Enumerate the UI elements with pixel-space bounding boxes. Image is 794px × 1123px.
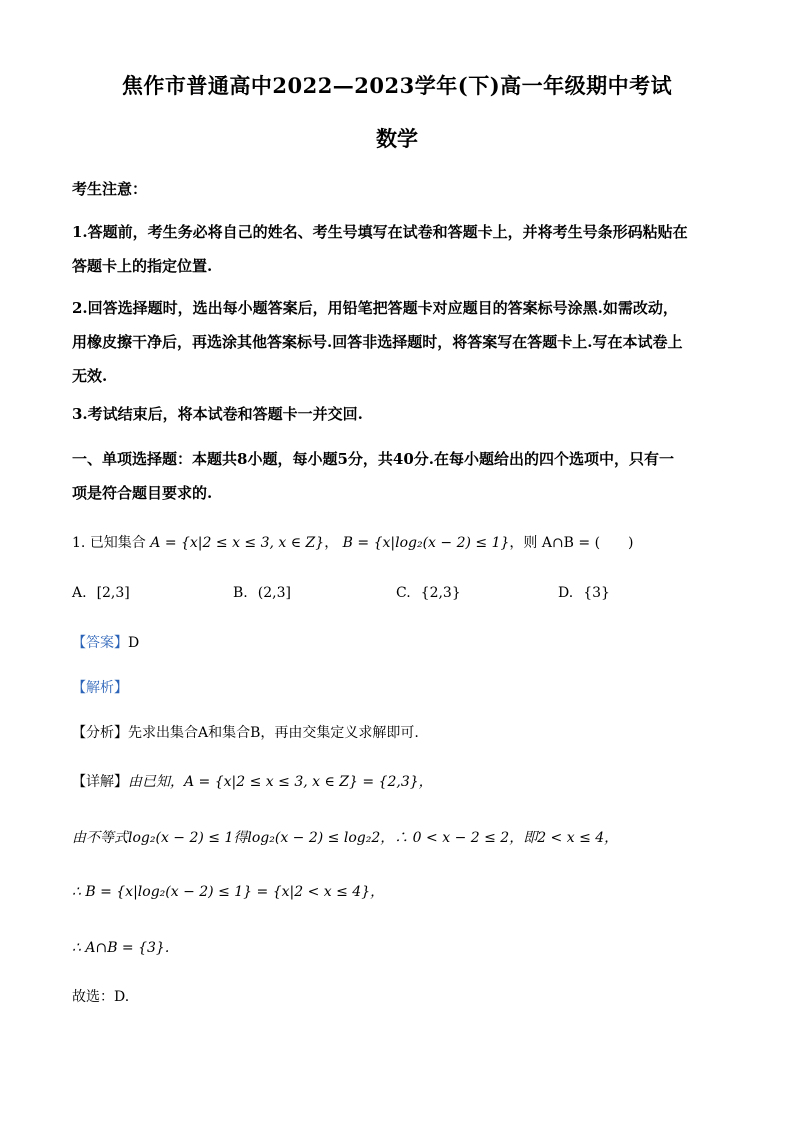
notice-item-3: 3.考试结束后，将本试卷和答题卡一并交回. [72, 405, 363, 423]
option-label: D. [558, 585, 574, 601]
analysis-tag: 【解析】 [72, 680, 128, 696]
detail-text-5: 故选：D. [72, 989, 130, 1005]
detail-line-4 [72, 937, 732, 959]
option-value: {3} [583, 585, 610, 601]
notice-item-2-line-2: 用橡皮擦干净后，再选涂其他答案标号.回答非选择题时，将答案写在答题卡上.写在本试卷上 [72, 333, 683, 351]
option-value: (2,3] [257, 585, 291, 601]
question-prefix: 已知集合 [89, 535, 146, 551]
detail-line-2 [72, 827, 732, 849]
option-d [558, 582, 610, 604]
notice-item-2-line-3: 无效. [72, 367, 108, 385]
detail-line-1 [72, 771, 732, 793]
analysis-line [72, 677, 732, 699]
set-b-definition: B = {x|log₂(x − 2) ≤ 1} [342, 535, 510, 551]
detail-text-2: 由不等式log₂(x − 2) ≤ 1得log₂(x − 2) ≤ log₂2，∴ 0 < x − 2 ≤ 2，即2 < x ≤ 4， [72, 830, 619, 846]
option-c [396, 582, 461, 604]
answer-value: D [128, 635, 140, 651]
set-a-definition: A = {x|2 ≤ x ≤ 3, x ∈ Z} [150, 535, 325, 551]
option-b [233, 582, 291, 604]
subject-heading: 数学 [376, 126, 418, 151]
notice-item-2-line-1: 2.回答选择题时，选出每小题答案后，用铅笔把答题卡对应题目的答案标号涂黑.如需改动， [72, 299, 678, 317]
detail-line-3 [72, 881, 732, 903]
notice-item-1-line-1: 1.答题前，考生务必将自己的姓名、考生号填写在试卷和答题卡上，并将考生号条形码粘贴在 [72, 223, 688, 241]
option-label: B. [233, 585, 248, 601]
question-comma: ， [324, 535, 339, 551]
question-suffix: ，则 A∩B = ( ) [509, 535, 634, 551]
option-value: [2,3] [96, 585, 130, 601]
answer-tag: 【答案】 [72, 635, 128, 651]
section-1-intro [72, 442, 726, 510]
question-number: 1. [72, 535, 86, 551]
section-1-line-2: 项是符合题目要求的. [72, 484, 213, 502]
fenxi-tag: 【分析】 [72, 725, 128, 741]
option-label: A. [72, 585, 87, 601]
notice-heading: 考生注意： [72, 180, 148, 198]
answer-line [72, 632, 732, 654]
detail-text-3: ∴ B = {x|log₂(x − 2) ≤ 1} = {x|2 < x ≤ 4}， [72, 884, 385, 900]
fenxi-text: 先求出集合A和集合B，再由交集定义求解即可. [128, 725, 419, 741]
detail-text-1: 由已知，A = {x|2 ≤ x ≤ 3, x ∈ Z} = {2,3}， [128, 774, 433, 790]
notice-item-1-line-2: 答题卡上的指定位置. [72, 257, 213, 275]
fenxi-line [72, 722, 732, 744]
option-value: {2,3} [420, 585, 461, 601]
question-1 [72, 532, 732, 554]
detail-tag: 【详解】 [72, 774, 128, 790]
page-title: 焦作市普通高中2022—2023学年(下)高一年级期中考试 [121, 73, 673, 98]
detail-line-5 [72, 986, 732, 1008]
notice-item-1 [72, 215, 726, 283]
option-a [72, 582, 130, 604]
notice-item-2 [72, 291, 726, 393]
detail-text-4: ∴ A∩B = {3}. [72, 940, 170, 956]
section-1-line-1: 一、单项选择题：本题共8小题，每小题5分，共40分.在每小题给出的四个选项中，只有一 [72, 450, 674, 468]
option-label: C. [396, 585, 411, 601]
